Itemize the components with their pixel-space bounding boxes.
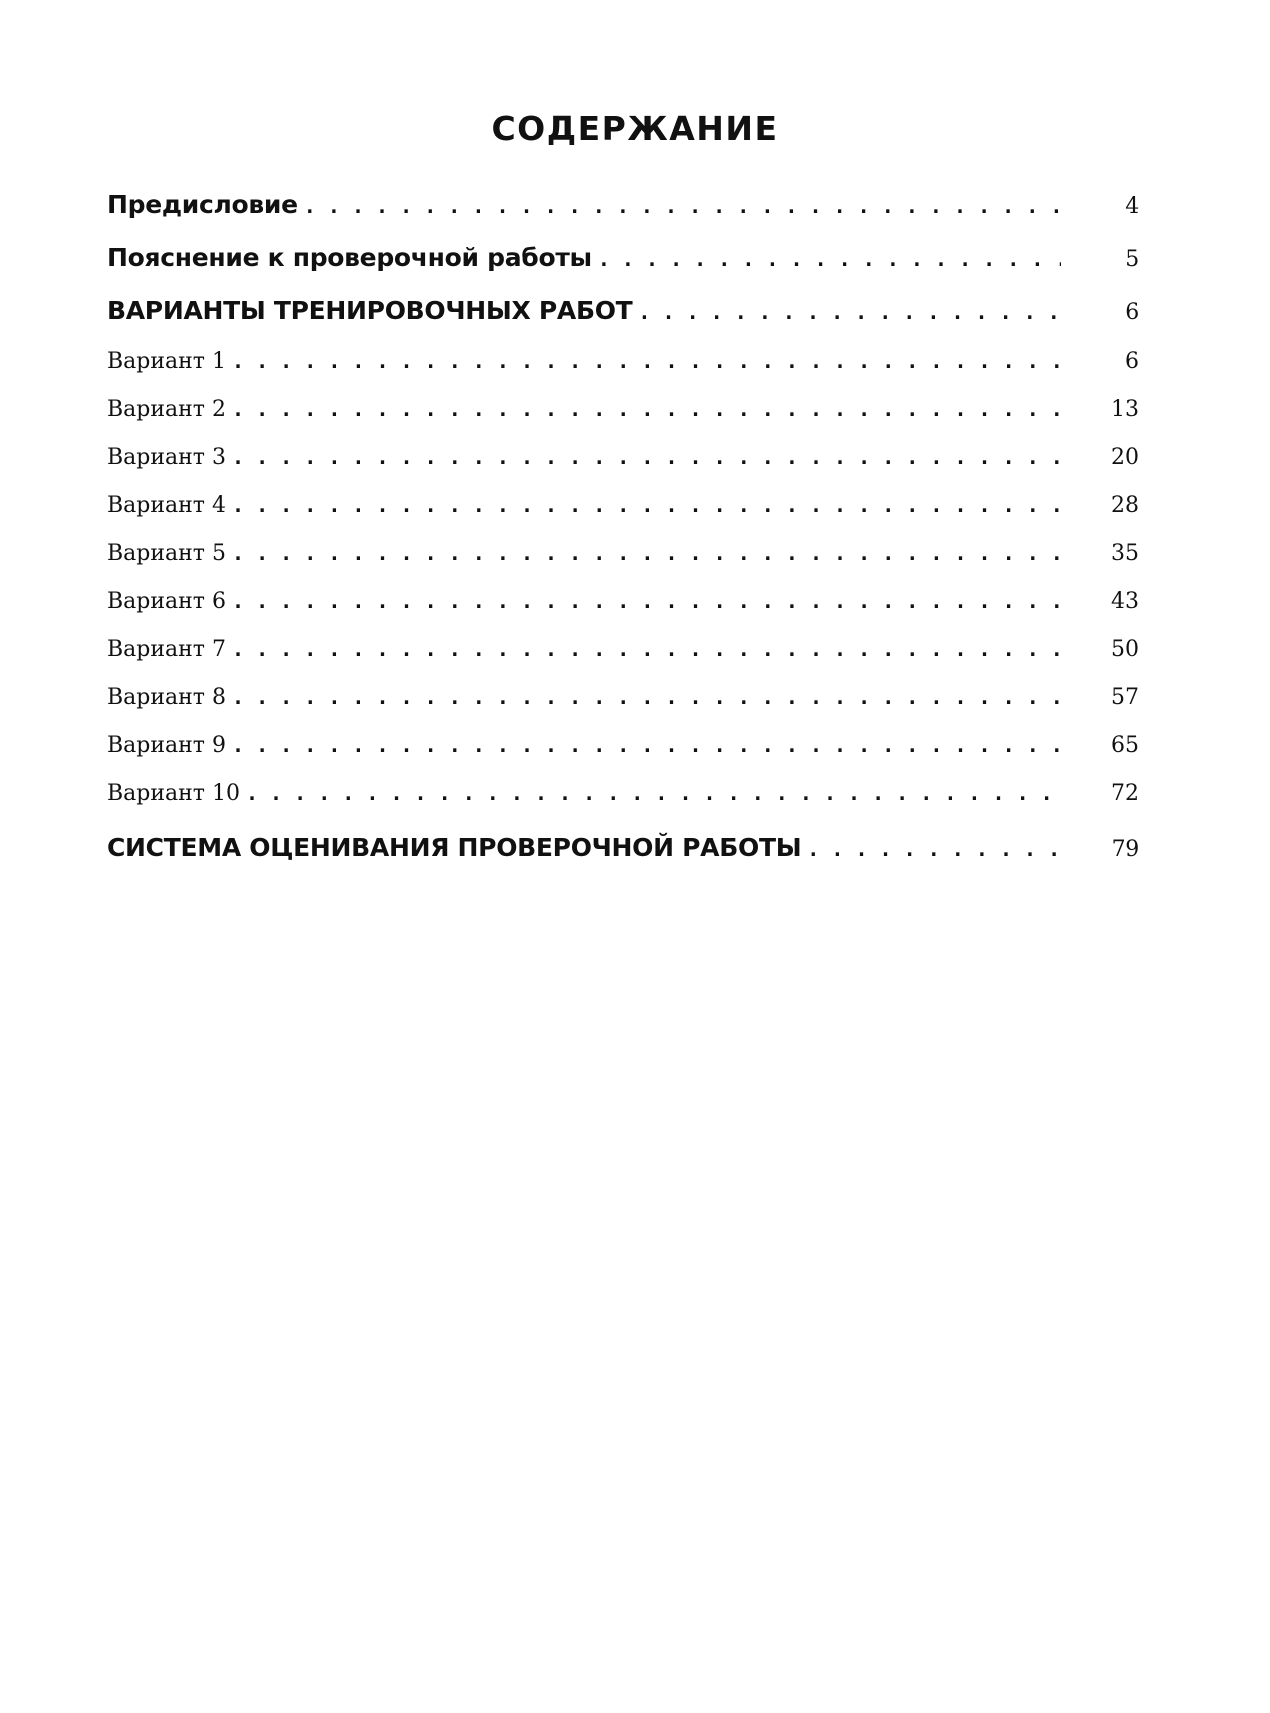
dot-leader (807, 837, 1061, 861)
dot-leader (232, 541, 1061, 565)
toc-entry-variant-2 (107, 397, 1139, 445)
toc-entry-label: Пояснение к проверочной работы (107, 243, 592, 272)
toc-entry-variant-7 (107, 637, 1139, 685)
toc-entry-variant-5 (107, 541, 1139, 589)
dot-leader (232, 637, 1061, 661)
toc-page-number: 72 (1111, 781, 1139, 806)
toc-page-number: 50 (1111, 637, 1139, 662)
toc-entry-label: Вариант 3 (107, 445, 226, 470)
toc-entry-label: Вариант 9 (107, 733, 226, 758)
toc-page-number: 28 (1111, 493, 1139, 518)
toc-page-number: 20 (1111, 445, 1139, 470)
toc-page-number: 6 (1125, 349, 1139, 374)
toc-entry-variant-6 (107, 589, 1139, 637)
toc-entry-label: Вариант 2 (107, 397, 226, 422)
dot-leader (232, 733, 1061, 757)
dot-leader (232, 589, 1061, 613)
dot-leader (598, 247, 1061, 271)
toc-entry-label: Вариант 1 (107, 349, 226, 374)
dot-leader (232, 445, 1061, 469)
toc-entry-preface (107, 190, 1139, 243)
toc-entry-label: СИСТЕМА ОЦЕНИВАНИЯ ПРОВЕРОЧНОЙ РАБОТЫ (107, 833, 802, 862)
dot-leader (232, 397, 1061, 421)
toc-page-number: 6 (1125, 300, 1139, 325)
toc-entry-label: Вариант 7 (107, 637, 226, 662)
toc-page-number: 35 (1111, 541, 1139, 566)
dot-leader (638, 300, 1061, 324)
toc-entry-label: Вариант 4 (107, 493, 226, 518)
table-of-contents (107, 190, 1139, 886)
toc-entry-grading-system (107, 833, 1139, 886)
dot-leader (304, 194, 1061, 218)
toc-page-number: 43 (1111, 589, 1139, 614)
toc-entry-variant-1 (107, 349, 1139, 397)
dot-leader (232, 493, 1061, 517)
dot-leader (232, 349, 1061, 373)
dot-leader (232, 685, 1061, 709)
toc-entry-variant-4 (107, 493, 1139, 541)
toc-entry-variant-8 (107, 685, 1139, 733)
toc-entry-variant-10 (107, 781, 1139, 829)
toc-entry-label: Вариант 8 (107, 685, 226, 710)
toc-page-number: 65 (1111, 733, 1139, 758)
toc-entry-label: Вариант 6 (107, 589, 226, 614)
dot-leader (246, 781, 1061, 805)
toc-entry-label: ВАРИАНТЫ ТРЕНИРОВОЧНЫХ РАБОТ (107, 296, 633, 325)
toc-entry-variant-9 (107, 733, 1139, 781)
toc-page-number: 13 (1111, 397, 1139, 422)
toc-entry-label: Вариант 10 (107, 781, 240, 806)
page-title: СОДЕРЖАНИЕ (491, 109, 779, 148)
toc-page-number: 5 (1125, 247, 1139, 272)
toc-page-number: 4 (1125, 194, 1139, 219)
toc-entry-training-variants (107, 296, 1139, 349)
toc-page-number: 57 (1111, 685, 1139, 710)
toc-entry-explanation (107, 243, 1139, 296)
toc-entry-variant-3 (107, 445, 1139, 493)
toc-entry-label: Вариант 5 (107, 541, 226, 566)
toc-entry-label: Предисловие (107, 190, 298, 219)
toc-page-number: 79 (1111, 837, 1139, 862)
